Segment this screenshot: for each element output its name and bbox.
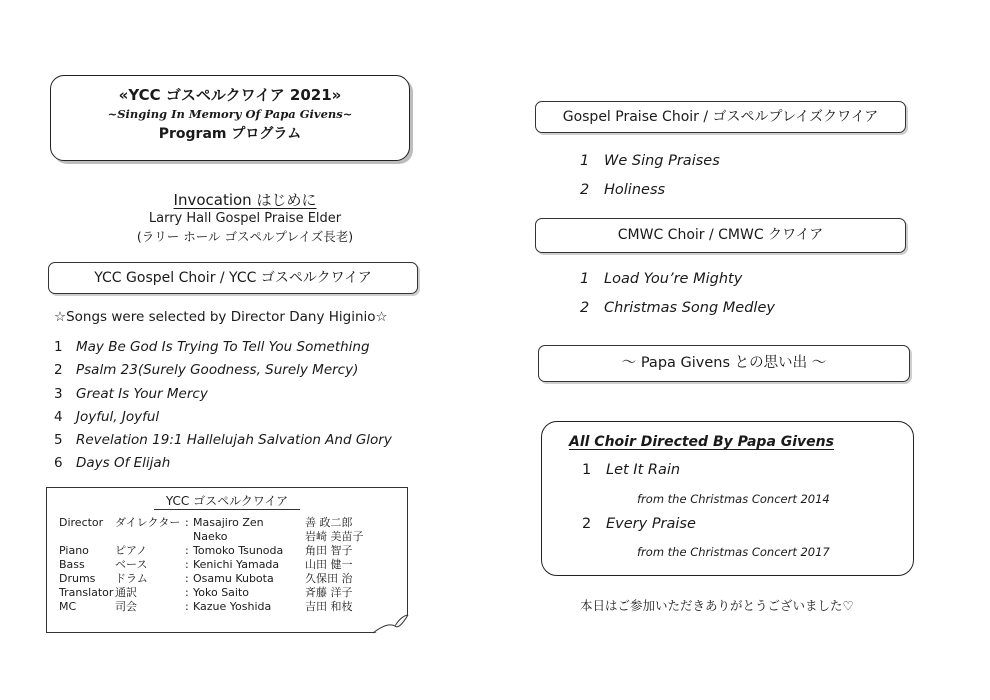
ycc-choir-heading: YCC Gospel Choir / YCC ゴスペルクワイア xyxy=(94,270,372,286)
all-choir-box xyxy=(541,421,914,576)
gospel-praise-song-list xyxy=(580,147,720,205)
list-item: 2 Christmas Song Medley xyxy=(580,300,775,316)
table-row: Naeko 岩崎 美苗子 xyxy=(193,530,364,543)
list-item: 6 Days Of Elijah xyxy=(54,455,171,472)
cmwc-song-list xyxy=(580,265,775,323)
event-title: «YCC ゴスペルクワイア 2021» xyxy=(118,86,342,104)
gospel-praise-heading-box xyxy=(535,101,906,133)
members-table xyxy=(59,516,364,614)
list-item: 3 Great Is Your Mercy xyxy=(54,385,208,402)
memory-heading: ～ Papa Givens との思い出 ～ xyxy=(621,355,827,371)
table-row: Bass ベース : Kenichi Yamada 山田 健一 xyxy=(59,558,353,571)
table-row: MC 司会 : Kazue Yoshida 吉田 和枝 xyxy=(59,600,353,613)
list-item: 2 Holiness xyxy=(580,182,666,198)
list-item: 5 Revelation 19:1 Hallelujah Salvation And Glory xyxy=(54,432,392,449)
closing-message: 本日はご参加いただきありがとうございました♡ xyxy=(580,598,854,613)
song-note: from the Christmas Concert 2017 xyxy=(637,545,830,559)
list-item: 2 Psalm 23(Surely Goodness, Surely Mercy) xyxy=(54,362,359,379)
ycc-choir-heading-box xyxy=(48,262,418,294)
table-row: Piano ピアノ : Tomoko Tsunoda 角田 智子 xyxy=(59,544,353,557)
memory-heading-box xyxy=(538,345,910,382)
program-heading: Program プログラム xyxy=(158,126,302,142)
event-subtitle: ~Singing In Memory Of Papa Givens~ xyxy=(107,107,353,121)
list-item: 1 We Sing Praises xyxy=(580,153,720,169)
ycc-song-list xyxy=(54,336,392,476)
invocation-section xyxy=(50,190,440,245)
all-choir-heading: All Choir Directed By Papa Givens xyxy=(569,434,834,450)
list-item: 1 May Be God Is Trying To Tell You Something xyxy=(54,339,370,355)
table-row: Translator 通訳 : Yoko Saito 斉藤 洋子 xyxy=(59,586,353,599)
table-row: Drums ドラム : Osamu Kubota 久保田 治 xyxy=(59,572,353,585)
program-title-box xyxy=(50,75,410,161)
gospel-praise-heading: Gospel Praise Choir / ゴスペルプレイズクワイア xyxy=(562,109,879,125)
invocation-name-jp: (ラリー ホール ゴスペルプレイズ長老) xyxy=(136,229,354,244)
credits-box xyxy=(46,487,408,633)
list-item: 2 Every Praise xyxy=(582,516,696,532)
director-note: ☆Songs were selected by Director Dany Higinio☆ xyxy=(54,309,388,325)
song-note: from the Christmas Concert 2014 xyxy=(637,492,830,506)
cmwc-heading: CMWC Choir / CMWC クワイア xyxy=(617,227,824,243)
list-item: 1 Let It Rain xyxy=(582,462,681,478)
list-item: 1 Load You’re Mighty xyxy=(580,271,743,287)
invocation-heading: Invocation はじめに xyxy=(173,191,317,209)
page-curl-icon xyxy=(373,614,409,634)
list-item: 4 Joyful, Joyful xyxy=(54,408,160,425)
invocation-name: Larry Hall Gospel Praise Elder xyxy=(148,211,342,226)
cmwc-heading-box xyxy=(535,218,906,253)
credits-title: YCC ゴスペルクワイア xyxy=(154,494,300,510)
table-row: Director ダイレクター : Masajiro Zen 善 政二郎 xyxy=(59,516,353,529)
